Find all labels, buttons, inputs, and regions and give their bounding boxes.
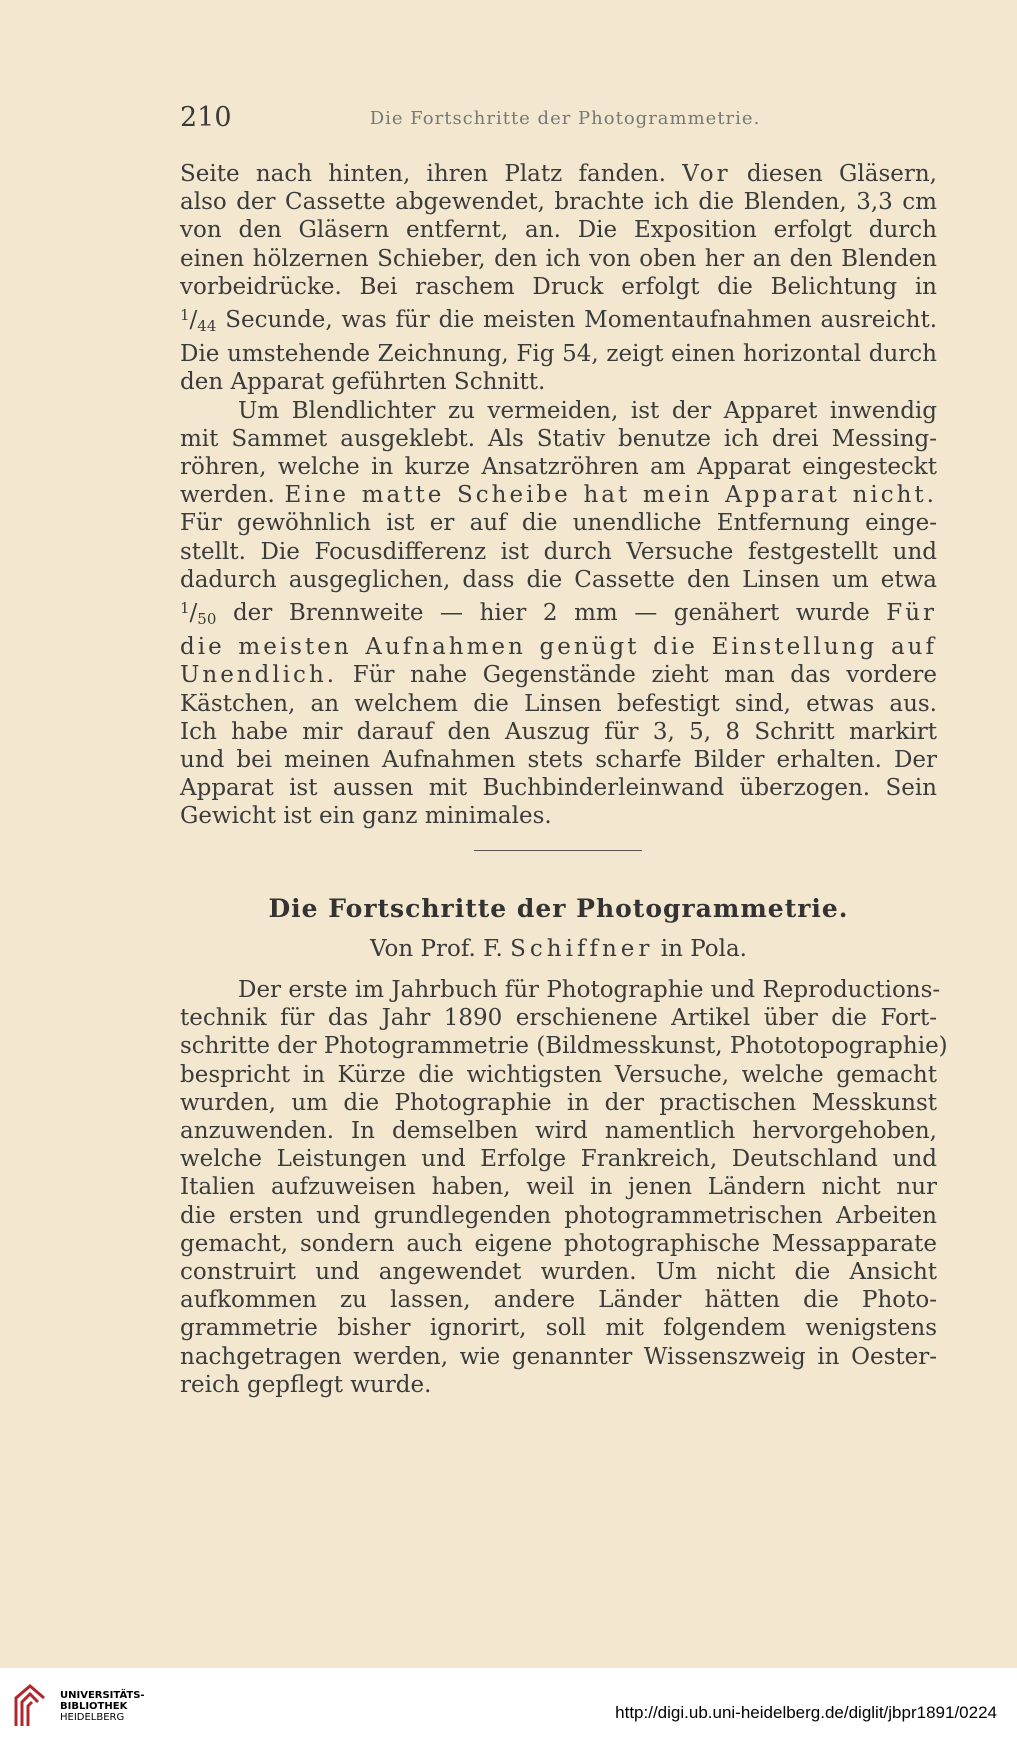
text-line: vorbeidrücke. Bei raschem Druck erfolgt die Belichtung in [180, 273, 937, 300]
text-line: Unendlich. Für nahe Gegenstände zieht man das vordere [180, 662, 937, 689]
text-line: und bei meinen Aufnahmen stets scharfe Bilder erhalten. Der [180, 747, 937, 774]
text-line: Für gewöhnlich ist er auf die unendliche Entfernung einge- [180, 510, 937, 537]
text-line: Die umstehende Zeichnung, Fig 54, zeigt einen horizontal durch [180, 341, 937, 368]
text-line: die ersten und grundlegenden photogrammetrischen Arbeiten [180, 1202, 937, 1229]
text-line: welche Leistungen und Erfolge Frankreich, Deutschland und [180, 1146, 937, 1173]
text-line: Der erste im Jahrbuch für Photographie und Reproductions- [238, 977, 941, 1003]
footer-bar [0, 1668, 1017, 1742]
page-number: 210 [180, 102, 232, 133]
library-logo-icon [10, 1676, 50, 1732]
text-line: aufkommen zu lassen, andere Länder hätten die Photo- [180, 1287, 937, 1314]
running-title: Die Fortschritte der Photogrammetrie. [369, 108, 761, 129]
section-divider [474, 850, 642, 851]
article-heading: Die Fortschritte der Photogrammetrie. [268, 894, 849, 923]
library-logo-text: UNIVERSITÄTS- BIBLIOTHEK HEIDELBERG [60, 1690, 145, 1723]
text-line: Um Blendlichter zu vermeiden, ist der Apparet inwendig [238, 397, 937, 424]
text-line: $^1/_{44}$ Secunde, was für die meisten Momentaufnahmen ausreicht. [180, 306, 938, 336]
text-line: schritte der Photogrammetrie (Bildmesskunst, Phototopographie) [180, 1033, 948, 1060]
text-line: Kästchen, an welchem die Linsen befestigt sind, etwas aus. [180, 690, 937, 717]
text-line: werden. Eine matte Scheibe hat mein Apparat nicht. [180, 482, 937, 509]
text-line: Gewicht ist ein ganz minimales. [180, 803, 552, 830]
text-line: reich gepflegt wurde. [180, 1371, 432, 1398]
text-line: einen hölzernen Schieber, den ich von oben her an den Blenden [180, 245, 937, 272]
text-line: von den Gläsern entfernt, an. Die Exposition erfolgt durch [180, 217, 937, 244]
fraction-numerator: 1 [180, 599, 190, 618]
text-line: stellt. Die Focusdifferenz ist durch Versuche festgestellt und [180, 538, 937, 565]
paragraph-apparatus-end [180, 160, 937, 831]
text-line: Apparat ist aussen mit Buchbinderleinwand überzogen. Sein [180, 775, 937, 802]
text-line: technik für das Jahr 1890 erschienene Artikel über die Fort- [180, 1005, 937, 1032]
text-line: Ich habe mir darauf den Auszug für 3, 5, 8 Schritt markirt [180, 718, 937, 745]
article-byline: Von Prof. F. Schiffner in Pola. [370, 936, 747, 962]
running-head [180, 102, 950, 136]
source-url-link[interactable]: http://digi.ub.uni-heidelberg.de/diglit/jbpr1891/0224 [615, 1703, 997, 1722]
text-line: also der Cassette abgewendet, brachte ich die Blenden, 3,3 cm [180, 189, 937, 216]
text-line: die meisten Aufnahmen genügt die Einstellung auf [180, 634, 937, 661]
fraction-denominator: 50 [197, 610, 217, 629]
text-line: bespricht in Kürze die wichtigsten Versuche, welche gemacht [180, 1061, 937, 1088]
paragraph-article-intro [180, 976, 948, 1399]
text-line: gemacht, sondern auch eigene photographische Messapparate [180, 1230, 937, 1257]
text-line: den Apparat geführten Schnitt. [180, 369, 546, 396]
fraction-denominator: 44 [197, 317, 217, 336]
text-line: anzuwenden. In demselben wird namentlich hervorgehoben, [180, 1118, 937, 1145]
text-line: wurden, um die Photographie in der practischen Messkunst [180, 1089, 937, 1116]
text-line: röhren, welche in kurze Ansatzröhren am Apparat eingesteckt [180, 454, 937, 481]
fraction-numerator: 1 [180, 306, 190, 325]
text-line: $^1/_{50}$ der Brennweite — hier 2 mm — genähert wurde Für [180, 599, 938, 629]
text-line: construirt und angewendet wurden. Um nicht die Ansicht [180, 1259, 937, 1286]
text-line: nachgetragen werden, wie genannter Wissenszweig in Oester- [180, 1343, 937, 1370]
text-line: grammetrie bisher ignorirt, soll mit folgendem wenigstens [180, 1315, 937, 1342]
text-line: Seite nach hinten, ihren Platz fanden. Vor diesen Gläsern, [180, 161, 937, 187]
text-line: Italien aufzuweisen haben, weil in jenen Ländern nicht nur [180, 1174, 937, 1201]
text-line: mit Sammet ausgeklebt. Als Stativ benutze ich drei Messing- [180, 425, 937, 452]
text-line: dadurch ausgeglichen, dass die Cassette den Linsen um etwa [180, 566, 937, 593]
